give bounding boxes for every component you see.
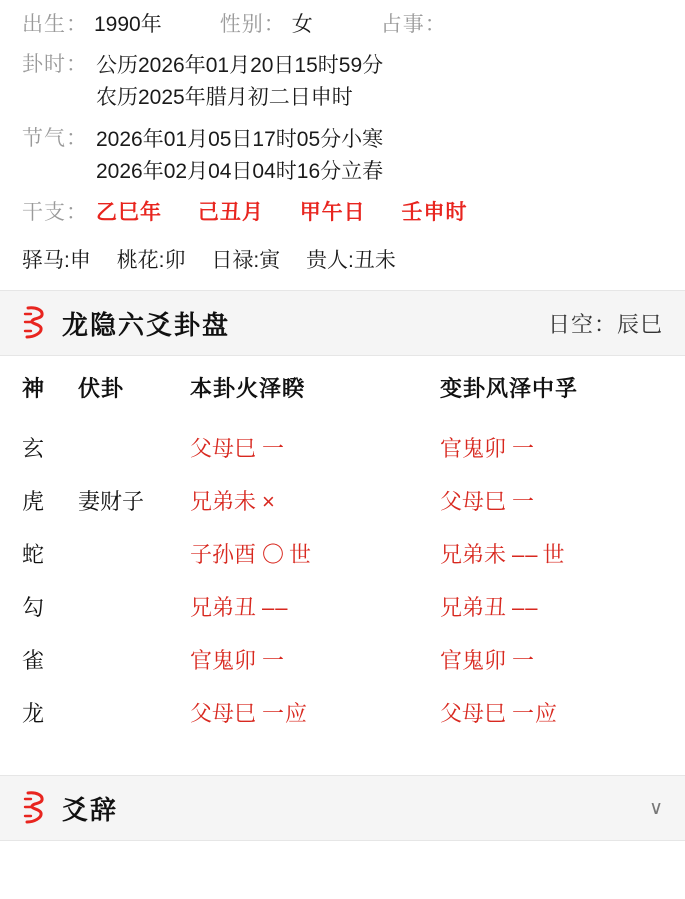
bengua-name: 子孙酉 xyxy=(190,542,257,567)
row-biangua xyxy=(440,538,663,569)
gender-group xyxy=(220,10,313,40)
table-row xyxy=(22,580,663,633)
bengua-name: 兄弟丑 xyxy=(190,595,257,620)
jieqi-values xyxy=(96,124,663,188)
ganzhi-day: 甲午日 xyxy=(299,201,366,224)
dragon-seal-icon xyxy=(22,306,48,340)
yaoci-section-header[interactable] xyxy=(0,775,685,841)
bengua-yao: 一 xyxy=(262,436,286,461)
dragon-seal-icon xyxy=(22,791,48,825)
gua-panel-header xyxy=(0,290,685,356)
bengua-name: 官鬼卯 xyxy=(190,648,257,673)
ganzhi-month: 己丑月 xyxy=(197,201,264,224)
topic-group xyxy=(381,10,453,40)
header-bengua: 本卦火泽睽 xyxy=(190,376,306,401)
biangua-yao: –– xyxy=(512,542,539,567)
gua-table-header xyxy=(22,372,663,403)
jieqi-label: 节气： xyxy=(22,127,88,150)
ganzhi-row xyxy=(22,198,663,228)
shensha-taohua: 桃花:卯 xyxy=(116,249,186,272)
birth-gender-topic-row xyxy=(22,10,663,40)
row-shen: 虎 xyxy=(22,489,45,514)
table-row xyxy=(22,633,663,686)
ganzhi-values xyxy=(96,198,663,228)
biangua-name: 父母巳 xyxy=(440,701,507,726)
row-fugua: 妻财子 xyxy=(78,489,145,514)
header-shen: 神 xyxy=(22,376,46,401)
row-bengua xyxy=(190,538,440,569)
biangua-yao: 一 xyxy=(512,489,536,514)
row-biangua xyxy=(440,432,663,463)
row-biangua xyxy=(440,591,663,622)
jieqi-line-2: 2026年02月04日04时16分立春 xyxy=(96,160,384,183)
biangua-name: 父母巳 xyxy=(440,489,507,514)
bengua-name: 兄弟未 xyxy=(190,489,257,514)
table-row xyxy=(22,421,663,474)
guashi-label: 卦时： xyxy=(22,53,88,76)
yaoci-title: 爻辞 xyxy=(62,794,119,825)
gua-table xyxy=(0,356,685,763)
row-biangua xyxy=(440,485,663,516)
row-bengua xyxy=(190,644,440,675)
bengua-mark: 世 xyxy=(289,542,312,567)
gender-label: 性别： xyxy=(219,13,286,36)
shensha-guiren: 贵人:丑未 xyxy=(306,249,396,272)
topic-label: 占事： xyxy=(380,13,447,36)
rikong-label: 日空： xyxy=(547,311,617,337)
ganzhi-label: 干支： xyxy=(22,201,88,224)
biangua-yao: 一 xyxy=(512,648,536,673)
bengua-yao: –– xyxy=(262,595,289,620)
table-row xyxy=(22,474,663,527)
row-shen: 龙 xyxy=(22,701,45,726)
bengua-name: 父母巳 xyxy=(190,436,257,461)
row-bengua xyxy=(190,485,440,516)
jieqi-line-1: 2026年01月05日17时05分小寒 xyxy=(96,128,384,151)
row-shen: 玄 xyxy=(22,436,45,461)
biangua-name: 兄弟丑 xyxy=(440,595,507,620)
table-row xyxy=(22,686,663,739)
shensha-row xyxy=(0,246,685,276)
bengua-yao: 〇 xyxy=(262,542,286,567)
guashi-lunar-line: 农历2025年腊月初二日申时 xyxy=(96,86,353,109)
row-bengua xyxy=(190,432,440,463)
guashi-values xyxy=(96,50,663,114)
row-bengua xyxy=(190,591,440,622)
guashi-row xyxy=(22,50,663,114)
gua-panel-title: 龙隐六爻卦盘 xyxy=(62,309,231,340)
header-fugua: 伏卦 xyxy=(78,376,125,401)
biangua-yao: –– xyxy=(512,595,539,620)
guashi-solar-line: 公历2026年01月20日15时59分 xyxy=(96,54,384,77)
table-row xyxy=(22,527,663,580)
ganzhi-hour: 壬申时 xyxy=(401,201,468,224)
biangua-name: 兄弟未 xyxy=(440,542,507,567)
chevron-down-icon[interactable]: ∨ xyxy=(649,797,663,819)
bengua-yao: 一应 xyxy=(262,701,309,726)
jieqi-row xyxy=(22,124,663,188)
biangua-name: 官鬼卯 xyxy=(440,436,507,461)
gender-value: 女 xyxy=(291,13,313,36)
divination-info-block xyxy=(0,0,685,244)
biangua-yao: 一 xyxy=(512,436,536,461)
rikong-value: 辰巳 xyxy=(616,311,663,337)
row-shen: 勾 xyxy=(22,595,45,620)
bengua-yao: × xyxy=(262,489,276,514)
ganzhi-year: 乙巳年 xyxy=(96,201,162,224)
row-biangua xyxy=(440,697,663,728)
row-bengua xyxy=(190,697,440,728)
birth-label: 出生： xyxy=(22,13,88,36)
row-shen: 雀 xyxy=(22,648,45,673)
row-biangua xyxy=(440,644,663,675)
row-shen: 蛇 xyxy=(22,542,45,567)
shensha-rilu: 日禄:寅 xyxy=(211,249,281,272)
shensha-yima: 驿马:申 xyxy=(22,249,91,272)
biangua-name: 官鬼卯 xyxy=(440,648,507,673)
birth-value: 1990年 xyxy=(94,13,162,36)
header-biangua: 变卦风泽中孚 xyxy=(440,376,579,401)
rikong-group xyxy=(548,308,663,339)
bengua-name: 父母巳 xyxy=(190,701,257,726)
biangua-mark: 世 xyxy=(542,542,565,567)
biangua-yao: 一应 xyxy=(512,701,559,726)
bengua-yao: 一 xyxy=(262,648,286,673)
